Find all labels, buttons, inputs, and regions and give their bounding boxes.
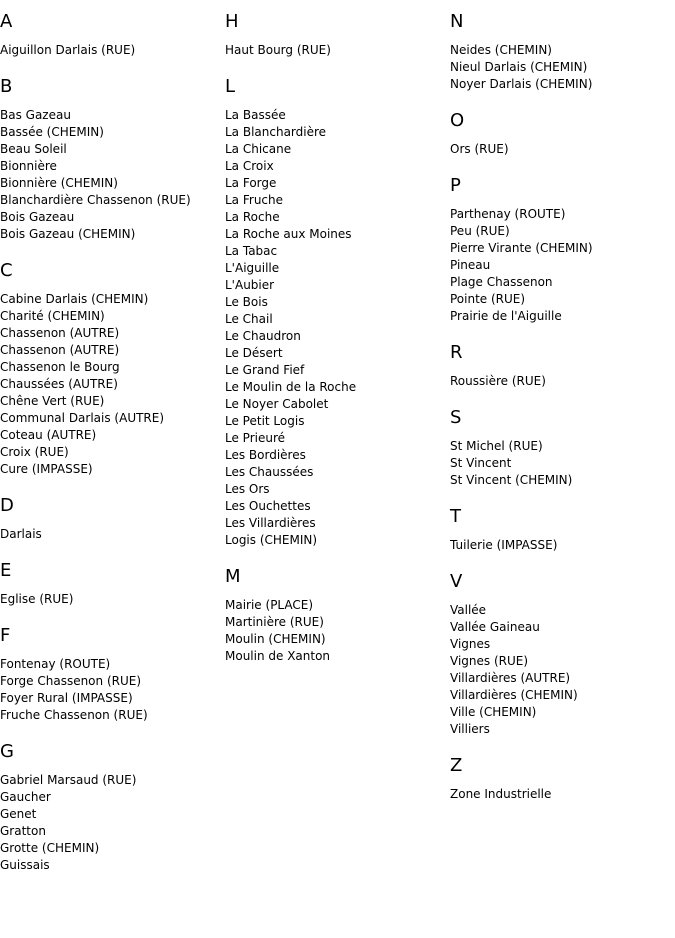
letter-section-m	[225, 566, 445, 665]
street-link[interactable]: Gabriel Marsaud (RUE)	[0, 773, 137, 787]
section-letter-heading: Z	[450, 755, 463, 776]
street-link[interactable]: Fruche Chassenon (RUE)	[0, 708, 148, 722]
street-link[interactable]: Ors (RUE)	[450, 142, 509, 156]
street-link[interactable]: Roussière (RUE)	[450, 374, 546, 388]
street-link[interactable]: Vallée	[450, 603, 487, 617]
street-link[interactable]: Chassenon le Bourg	[0, 360, 120, 374]
street-link[interactable]: Chassenon (AUTRE)	[0, 343, 120, 357]
letter-section-b	[0, 76, 220, 243]
street-link[interactable]: Les Villardières	[225, 516, 316, 530]
street-link[interactable]: Coteau (AUTRE)	[0, 428, 97, 442]
street-link[interactable]: Moulin de Xanton	[225, 649, 331, 663]
street-link[interactable]: Bas Gazeau	[0, 108, 71, 122]
street-list	[450, 602, 670, 738]
section-letter-heading: O	[450, 110, 465, 131]
street-link[interactable]: Genet	[0, 807, 37, 821]
street-link[interactable]: Mairie (PLACE)	[225, 598, 314, 612]
street-link[interactable]: Grotte (CHEMIN)	[0, 841, 100, 855]
section-letter-heading: L	[225, 76, 236, 97]
street-link[interactable]: Pineau	[450, 258, 491, 272]
street-link[interactable]: La Roche aux Moines	[225, 227, 352, 241]
street-link[interactable]: Neides (CHEMIN)	[450, 43, 552, 57]
section-letter-heading: M	[225, 566, 241, 587]
street-link[interactable]: Pointe (RUE)	[450, 292, 526, 306]
street-link[interactable]: Le Bois	[225, 295, 268, 309]
street-link[interactable]: Chaussées (AUTRE)	[0, 377, 118, 391]
section-letter-heading: H	[225, 11, 239, 32]
street-link[interactable]: Zone Industrielle	[450, 787, 552, 801]
street-link[interactable]: Haut Bourg (RUE)	[225, 43, 331, 57]
street-link[interactable]: Beau Soleil	[0, 142, 67, 156]
section-letter-heading: D	[0, 495, 14, 516]
street-link[interactable]: Fontenay (ROUTE)	[0, 657, 111, 671]
street-link[interactable]: Nieul Darlais (CHEMIN)	[450, 60, 588, 74]
street-list	[450, 42, 670, 93]
street-list	[450, 206, 670, 325]
street-link[interactable]: Croix (RUE)	[0, 445, 69, 459]
street-link[interactable]: St Vincent (CHEMIN)	[450, 473, 573, 487]
letter-section-a	[0, 11, 220, 59]
street-link[interactable]: Moulin (CHEMIN)	[225, 632, 326, 646]
street-list	[450, 141, 670, 158]
section-letter-heading: N	[450, 11, 464, 32]
street-link[interactable]: La Fruche	[225, 193, 284, 207]
letter-section-e	[0, 560, 220, 608]
street-list	[0, 656, 220, 724]
street-list	[0, 291, 220, 478]
street-link[interactable]: Cabine Darlais (CHEMIN)	[0, 292, 149, 306]
street-link[interactable]: La Bassée	[225, 108, 286, 122]
street-link[interactable]: Bassée (CHEMIN)	[0, 125, 104, 139]
street-link[interactable]: La Roche	[225, 210, 280, 224]
street-link[interactable]: Blanchardière Chassenon (RUE)	[0, 193, 191, 207]
street-list	[225, 107, 445, 549]
street-link[interactable]: Le Prieuré	[225, 431, 286, 445]
street-link[interactable]: La Forge	[225, 176, 277, 190]
section-letter-heading: E	[0, 560, 12, 581]
street-link[interactable]: Le Moulin de la Roche	[225, 380, 357, 394]
letter-section-g	[0, 741, 220, 874]
street-list	[450, 438, 670, 489]
section-letter-heading: A	[0, 11, 13, 32]
street-link[interactable]: Les Ouchettes	[225, 499, 311, 513]
street-link[interactable]: Bionnière	[0, 159, 57, 173]
street-list	[0, 42, 220, 59]
index-column-3	[450, 11, 670, 820]
street-link[interactable]: Gaucher	[0, 790, 51, 804]
street-link[interactable]: Cure (IMPASSE)	[0, 462, 93, 476]
street-link[interactable]: Vignes	[450, 637, 491, 651]
street-link[interactable]: Bionnière (CHEMIN)	[0, 176, 118, 190]
street-link[interactable]: St Vincent	[450, 456, 512, 470]
street-link[interactable]: Villardières (CHEMIN)	[450, 688, 578, 702]
street-list	[225, 597, 445, 665]
street-link[interactable]: Noyer Darlais (CHEMIN)	[450, 77, 593, 91]
letter-section-n	[450, 11, 670, 93]
letter-section-r	[450, 342, 670, 390]
street-link[interactable]: Eglise (RUE)	[0, 592, 74, 606]
index-column-2	[225, 11, 445, 682]
street-link[interactable]: Les Ors	[225, 482, 270, 496]
street-link[interactable]: Les Chaussées	[225, 465, 314, 479]
street-link[interactable]: Foyer Rural (IMPASSE)	[0, 691, 133, 705]
street-list	[225, 42, 445, 59]
letter-section-o	[450, 110, 670, 158]
section-letter-heading: F	[0, 625, 11, 646]
section-letter-heading: C	[0, 260, 13, 281]
letter-section-s	[450, 407, 670, 489]
index-column-1	[0, 11, 220, 891]
street-link[interactable]: L'Aiguille	[225, 261, 280, 275]
street-list	[0, 591, 220, 608]
letter-section-z	[450, 755, 670, 803]
street-link[interactable]: La Blanchardière	[225, 125, 327, 139]
street-list	[450, 537, 670, 554]
street-link[interactable]: Charité (CHEMIN)	[0, 309, 105, 323]
letter-section-f	[0, 625, 220, 724]
street-link[interactable]: Guissais	[0, 858, 50, 872]
letter-section-d	[0, 495, 220, 543]
letter-section-l	[225, 76, 445, 549]
street-link[interactable]: Communal Darlais (AUTRE)	[0, 411, 165, 425]
section-letter-heading: P	[450, 175, 461, 196]
street-link[interactable]: Vignes (RUE)	[450, 654, 529, 668]
street-list	[0, 772, 220, 874]
letter-section-c	[0, 260, 220, 478]
street-link[interactable]: Le Chaudron	[225, 329, 301, 343]
street-link[interactable]: L'Aubier	[225, 278, 275, 292]
street-link[interactable]: Tuilerie (IMPASSE)	[450, 538, 558, 552]
street-link[interactable]: Bois Gazeau (CHEMIN)	[0, 227, 136, 241]
street-link[interactable]: Forge Chassenon (RUE)	[0, 674, 142, 688]
section-letter-heading: S	[450, 407, 462, 428]
section-letter-heading: T	[450, 506, 461, 527]
street-link[interactable]: Bois Gazeau	[0, 210, 75, 224]
street-link[interactable]: Parthenay (ROUTE)	[450, 207, 566, 221]
street-link[interactable]: Peu (RUE)	[450, 224, 510, 238]
street-list	[450, 786, 670, 803]
street-link[interactable]: Vallée Gaineau	[450, 620, 540, 634]
section-letter-heading: R	[450, 342, 463, 363]
street-link[interactable]: Prairie de l'Aiguille	[450, 309, 562, 323]
street-link[interactable]: Darlais	[0, 527, 42, 541]
street-link[interactable]: Chêne Vert (RUE)	[0, 394, 105, 408]
street-link[interactable]: Ville (CHEMIN)	[450, 705, 537, 719]
street-list	[450, 373, 670, 390]
street-link[interactable]: Le Noyer Cabolet	[225, 397, 329, 411]
street-link[interactable]: Martinière (RUE)	[225, 615, 324, 629]
street-link[interactable]: St Michel (RUE)	[450, 439, 543, 453]
street-list	[0, 107, 220, 243]
street-link[interactable]: Le Grand Fief	[225, 363, 305, 377]
section-letter-heading: B	[0, 76, 13, 97]
street-link[interactable]: Le Désert	[225, 346, 283, 360]
street-link[interactable]: La Chicane	[225, 142, 292, 156]
street-link[interactable]: La Croix	[225, 159, 274, 173]
street-link[interactable]: Villardières (AUTRE)	[450, 671, 571, 685]
street-list	[0, 526, 220, 543]
street-link[interactable]: Gratton	[0, 824, 46, 838]
section-letter-heading: G	[0, 741, 14, 762]
street-link[interactable]: Chassenon (AUTRE)	[0, 326, 120, 340]
street-link[interactable]: Logis (CHEMIN)	[225, 533, 318, 547]
letter-section-v	[450, 571, 670, 738]
street-link[interactable]: Plage Chassenon	[450, 275, 553, 289]
letter-section-p	[450, 175, 670, 325]
street-link[interactable]: Villiers	[450, 722, 490, 736]
section-letter-heading: V	[450, 571, 463, 592]
street-link[interactable]: Le Petit Logis	[225, 414, 305, 428]
letter-section-t	[450, 506, 670, 554]
street-link[interactable]: Aiguillon Darlais (RUE)	[0, 43, 136, 57]
letter-section-h	[225, 11, 445, 59]
street-link[interactable]: Pierre Virante (CHEMIN)	[450, 241, 593, 255]
street-link[interactable]: Le Chail	[225, 312, 273, 326]
street-link[interactable]: Les Bordières	[225, 448, 306, 462]
street-link[interactable]: La Tabac	[225, 244, 278, 258]
